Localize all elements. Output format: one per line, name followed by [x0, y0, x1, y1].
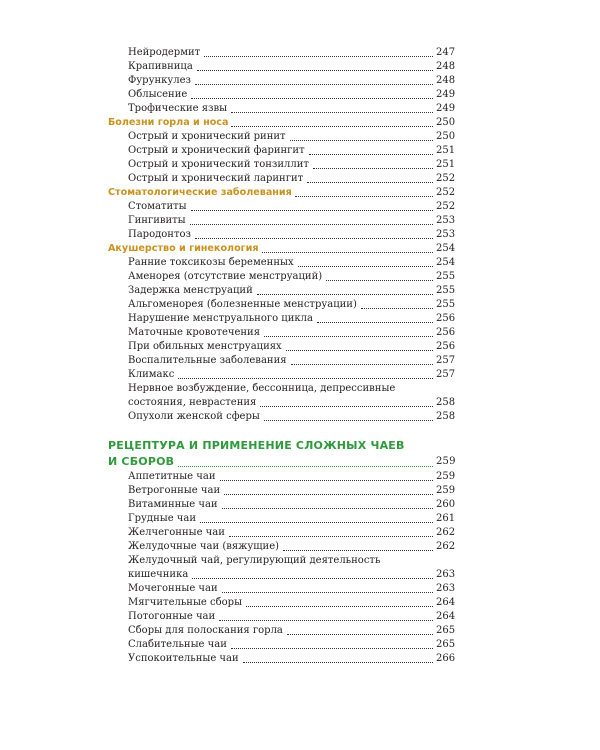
toc-page-number: 256: [436, 313, 456, 324]
dot-leader: [307, 182, 433, 183]
toc-entry-title: Нейродермит: [128, 47, 201, 58]
dot-leader: [264, 420, 433, 421]
toc-page-number: 255: [436, 271, 456, 282]
dot-leader: [222, 508, 433, 509]
toc-page-number: 263: [436, 569, 456, 580]
dot-leader: [197, 70, 433, 71]
toc-entry-title: Нарушение менструального цикла: [128, 313, 313, 324]
toc-entry-title: Мягчительные сборы: [128, 597, 243, 608]
toc-entry[interactable]: [108, 410, 454, 424]
dot-leader: [317, 322, 433, 323]
toc-page-number: 255: [436, 299, 456, 310]
toc-page-number: 251: [436, 159, 456, 170]
toc-entry-title: Желудочные чаи (вяжущие): [128, 541, 280, 552]
toc-page-number: 249: [436, 89, 456, 100]
chapter-title-row: [108, 454, 454, 470]
toc-entry-title: Потогонные чаи: [128, 611, 216, 622]
toc-entry[interactable]: [108, 368, 454, 382]
dot-leader: [257, 294, 433, 295]
dot-leader: [283, 550, 433, 551]
toc-list-top: [108, 46, 454, 424]
toc-entry-title: Задержка менструаций: [128, 285, 253, 296]
toc-entry-title: Фурункулез: [128, 75, 191, 86]
dot-leader: [326, 280, 433, 281]
toc-entry[interactable]: [108, 270, 454, 284]
toc-entry-title: Акушерство и гинекология: [108, 243, 259, 254]
toc-page-number: 254: [436, 243, 456, 254]
toc-entry[interactable]: [108, 638, 454, 652]
dot-leader: [191, 98, 433, 99]
toc-entry-title: Маточные кровотечения: [128, 327, 261, 338]
toc-entry-title: Альгоменорея (болезненные менструации): [128, 299, 357, 310]
toc-entry-title: Желчегонные чаи: [128, 527, 225, 538]
dot-leader: [195, 84, 433, 85]
toc-entry-title: Воспалительные заболевания: [128, 355, 287, 366]
dot-leader: [220, 480, 433, 481]
toc-entry[interactable]: [108, 74, 454, 88]
toc-entry-title: Климакс: [128, 369, 175, 380]
toc-entry-title: Стоматологические заболевания: [108, 187, 292, 198]
toc-entry[interactable]: [108, 144, 454, 158]
toc-entry-title: Острый и хронический ринит: [128, 131, 286, 142]
toc-section-entry[interactable]: [108, 116, 454, 130]
toc-page-number: 262: [436, 527, 456, 538]
toc-entry[interactable]: [108, 60, 454, 74]
toc-page-number: 266: [436, 653, 456, 664]
toc-entry-title: Успокоительные чаи: [128, 653, 239, 664]
toc-page-number: 258: [436, 397, 456, 408]
dot-leader: [313, 168, 433, 169]
chapter-page-number: 259: [436, 456, 456, 467]
dot-leader: [243, 662, 433, 663]
toc-entry[interactable]: [108, 512, 454, 526]
toc-page-number: 265: [436, 639, 456, 650]
toc-page-number: 259: [436, 485, 456, 496]
toc-entry-title: состояния, неврастения: [128, 397, 257, 408]
toc-entry-title: Пародонтоз: [128, 229, 191, 240]
toc-entry-line[interactable]: Нервное возбуждение, бессонница, депрессивные: [128, 383, 396, 394]
toc-page-number: 255: [436, 285, 456, 296]
toc-entry[interactable]: [108, 624, 454, 638]
toc-entry-title: Опухоли женской сферы: [128, 411, 260, 422]
toc-page-number: 252: [436, 201, 456, 212]
dot-leader: [295, 196, 433, 197]
toc-entry-title: Острый и хронический тонзиллит: [128, 159, 309, 170]
toc-entry-title: Ветрогонные чаи: [128, 485, 221, 496]
dot-leader: [231, 126, 433, 127]
toc-page-number: 250: [436, 117, 456, 128]
toc-page-number: 252: [436, 173, 456, 184]
toc-entry[interactable]: [108, 596, 454, 610]
toc-entry[interactable]: [108, 256, 454, 270]
toc-page-number: 265: [436, 625, 456, 636]
toc-page-number: 257: [436, 355, 456, 366]
toc-page-number: 264: [436, 611, 456, 622]
toc-entry[interactable]: [108, 526, 454, 540]
toc-page-number: 250: [436, 131, 456, 142]
dot-leader: [264, 336, 433, 337]
toc-entry[interactable]: [108, 102, 454, 116]
toc-entry-title: Сборы для полоскания горла: [128, 625, 283, 636]
toc-page-number: 254: [436, 257, 456, 268]
toc-entry-title: Ранние токсикозы беременных: [128, 257, 294, 268]
toc-page-number: 258: [436, 411, 456, 422]
toc-page-number: 256: [436, 327, 456, 338]
toc-entry[interactable]: [108, 130, 454, 144]
chapter-title-line2: И СБОРОВ: [108, 455, 175, 468]
dot-leader: [298, 266, 433, 267]
dot-leader: [246, 606, 433, 607]
dot-leader: [291, 364, 433, 365]
dot-leader: [224, 494, 433, 495]
toc-entry-title: Крапивница: [128, 61, 193, 72]
toc-page-number: 251: [436, 145, 456, 156]
dot-leader: [262, 252, 433, 253]
toc-list-bottom: [108, 470, 454, 666]
toc-entry[interactable]: [108, 326, 454, 340]
toc-entry-title: Слабительные чаи: [128, 639, 227, 650]
dot-leader: [195, 238, 433, 239]
toc-page-number: 248: [436, 75, 456, 86]
dot-leader: [229, 536, 433, 537]
toc-page-number: 263: [436, 583, 456, 594]
toc-entry-title: Трофические язвы: [128, 103, 228, 114]
chapter-heading[interactable]: [108, 438, 454, 470]
toc-page-number: 253: [436, 215, 456, 226]
dot-leader: [361, 308, 433, 309]
toc-entry[interactable]: [108, 396, 454, 410]
toc-entry[interactable]: [108, 284, 454, 298]
toc-page-number: 252: [436, 187, 456, 198]
toc-page-number: 260: [436, 499, 456, 510]
toc-entry[interactable]: [108, 610, 454, 624]
dot-leader: [191, 210, 433, 211]
toc-section-entry[interactable]: [108, 242, 454, 256]
toc-entry-title: Болезни горла и носа: [108, 117, 229, 128]
dot-leader: [200, 522, 433, 523]
toc-page-number: 247: [436, 47, 456, 58]
toc-entry-title: Облысение: [128, 89, 188, 100]
toc-entry-title: Острый и хронический ларингит: [128, 173, 304, 184]
toc-page-number: 257: [436, 369, 456, 380]
chapter-title-line1: РЕЦЕПТУРА И ПРИМЕНЕНИЕ СЛОЖНЫХ ЧАЕВ: [108, 439, 405, 452]
toc-page-number: 248: [436, 61, 456, 72]
toc-page-number: 261: [436, 513, 456, 524]
toc-entry[interactable]: [108, 228, 454, 242]
dot-leader: [286, 350, 433, 351]
toc-section-entry[interactable]: [108, 186, 454, 200]
dot-leader: [204, 56, 433, 57]
toc-entry-line[interactable]: Желудочный чай, регулирующий деятельность: [128, 555, 381, 566]
toc-entry-title: Грудные чаи: [128, 513, 197, 524]
toc-entry[interactable]: [108, 498, 454, 512]
toc-entry-title: Мочегонные чаи: [128, 583, 218, 594]
toc-entry-title: Аппетитные чаи: [128, 471, 216, 482]
toc-page-number: 249: [436, 103, 456, 114]
dot-leader: [287, 634, 433, 635]
dot-leader: [231, 648, 433, 649]
toc-entry[interactable]: [108, 298, 454, 312]
toc-entry[interactable]: [108, 214, 454, 228]
toc-entry[interactable]: [108, 172, 454, 186]
toc-entry[interactable]: [108, 158, 454, 172]
dot-leader: [222, 592, 433, 593]
dot-leader: [231, 112, 433, 113]
toc-entry[interactable]: [108, 470, 454, 484]
toc-entry-title: кишечника: [128, 569, 189, 580]
toc-entry[interactable]: [108, 652, 454, 666]
toc-entry-title: Стоматиты: [128, 201, 187, 212]
toc-entry[interactable]: [108, 484, 454, 498]
toc-page-number: 259: [436, 471, 456, 482]
toc-entry[interactable]: [108, 540, 454, 554]
toc-entry-title: Витаминные чаи: [128, 499, 218, 510]
dot-leader: [260, 406, 433, 407]
toc-entry-title: Гингивиты: [128, 215, 186, 226]
toc-entry-title: Острый и хронический фарингит: [128, 145, 305, 156]
dot-leader: [290, 140, 433, 141]
dot-leader: [219, 620, 433, 621]
toc-entry[interactable]: [108, 354, 454, 368]
dot-leader: [309, 154, 433, 155]
dot-leader: [190, 224, 433, 225]
toc-page-number: 256: [436, 341, 456, 352]
toc-page-number: 264: [436, 597, 456, 608]
toc-page-number: 262: [436, 541, 456, 552]
dot-leader: [178, 378, 433, 379]
toc-entry[interactable]: [108, 88, 454, 102]
toc-entry[interactable]: [108, 568, 454, 582]
toc-page-number: 253: [436, 229, 456, 240]
table-of-contents: [108, 46, 454, 666]
toc-entry[interactable]: [108, 340, 454, 354]
toc-entry[interactable]: [108, 582, 454, 596]
dot-leader: [178, 466, 433, 467]
toc-entry[interactable]: [108, 312, 454, 326]
toc-entry[interactable]: [108, 200, 454, 214]
toc-entry-title: Аменорея (отсутствие менструаций): [128, 271, 323, 282]
toc-entry-title: При обильных менструациях: [128, 341, 282, 352]
dot-leader: [192, 578, 433, 579]
toc-entry[interactable]: [108, 46, 454, 60]
